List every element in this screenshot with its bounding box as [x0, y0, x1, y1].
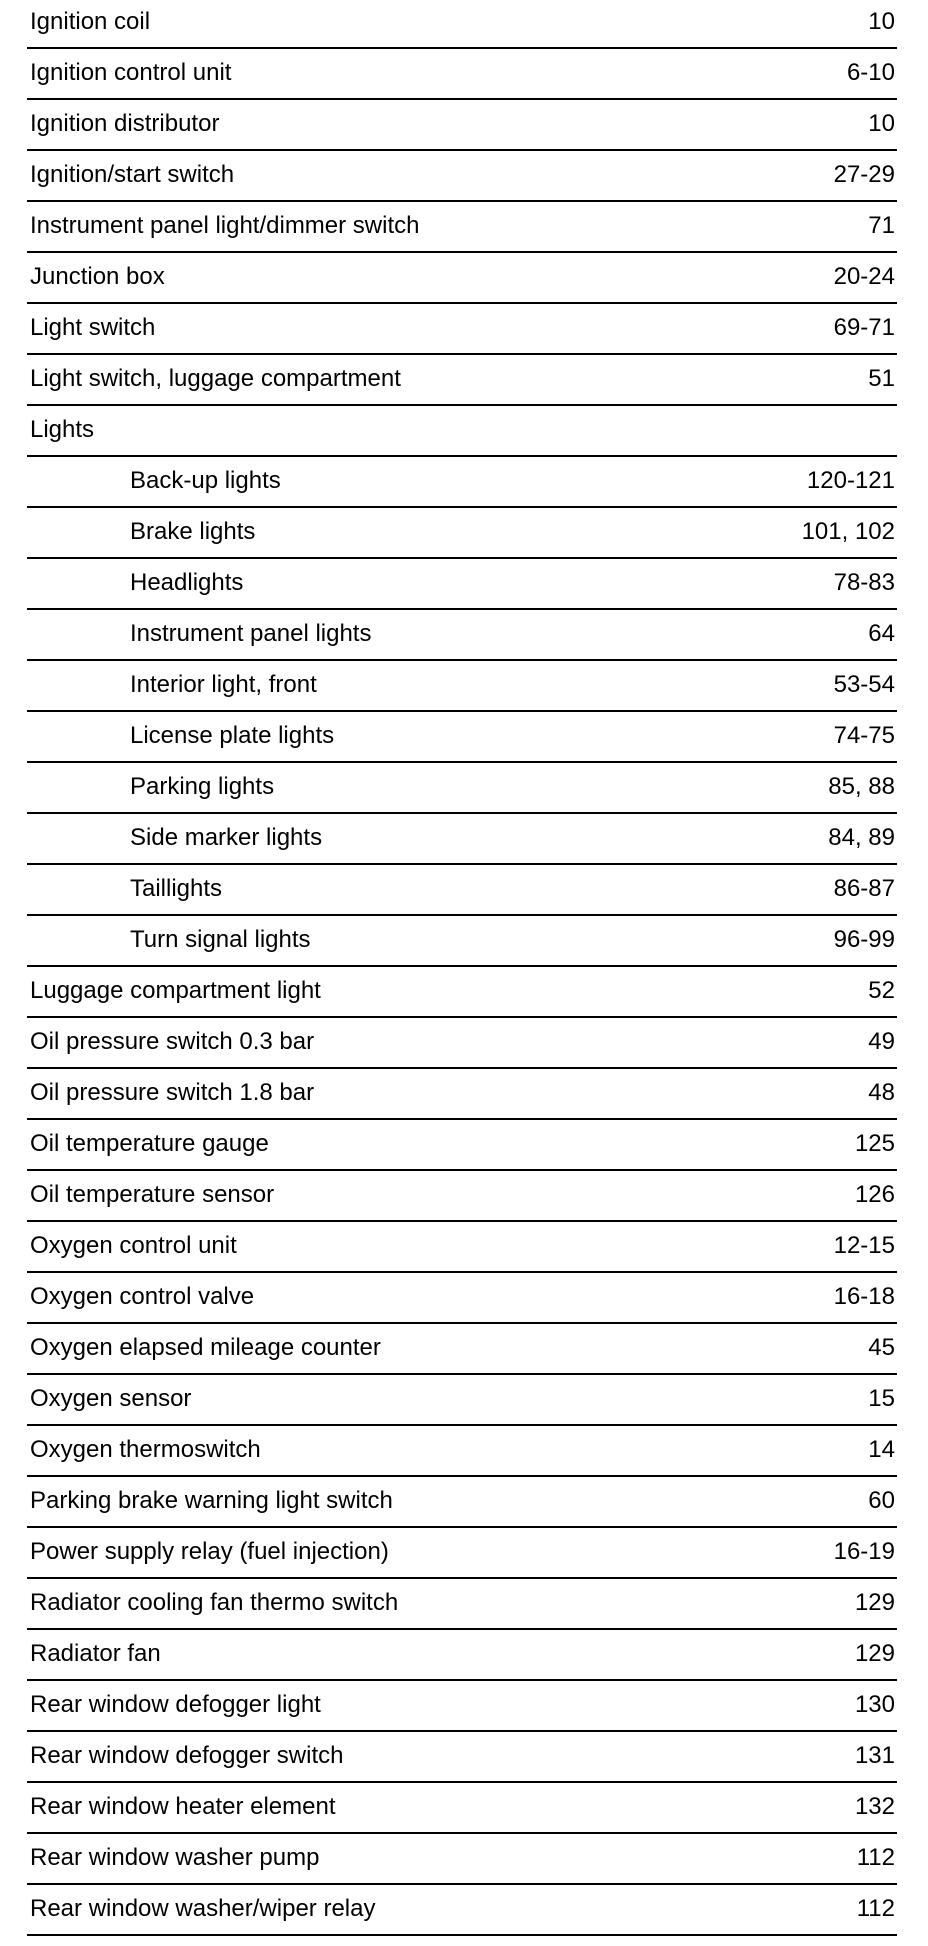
entry-label: Brake lights	[130, 518, 256, 545]
sub-entry-row	[27, 712, 897, 763]
entry-label: Oxygen thermoswitch	[30, 1436, 261, 1463]
entry-label: Side marker lights	[130, 824, 323, 851]
sub-entry-row	[27, 457, 897, 508]
entry-page-ref: 49	[868, 1028, 895, 1055]
entry-row	[27, 1579, 897, 1630]
entry-page-ref: 53-54	[833, 671, 895, 698]
entry-row	[27, 1834, 897, 1885]
entry-row	[27, 1222, 897, 1273]
entry-row	[27, 1069, 897, 1120]
entry-page-ref: 12-15	[833, 1232, 895, 1259]
entry-label: Rear window defogger switch	[30, 1742, 344, 1769]
entry-row	[27, 1426, 897, 1477]
sub-entry-row	[27, 865, 897, 916]
entry-row	[27, 100, 897, 151]
entry-label: Radiator fan	[30, 1640, 161, 1667]
entry-page-ref: 120-121	[806, 467, 895, 494]
entry-label: Oil pressure switch 0.3 bar	[30, 1028, 315, 1055]
entry-label: Oxygen elapsed mileage counter	[30, 1334, 381, 1361]
entry-page-ref: 48	[868, 1079, 895, 1106]
entry-label: Oil temperature gauge	[30, 1130, 269, 1157]
entry-label: Rear window washer/wiper relay	[30, 1895, 376, 1922]
entry-row	[27, 151, 897, 202]
entry-row	[27, 1783, 897, 1834]
entry-label: Luggage compartment light	[30, 977, 321, 1004]
entry-label: Rear window heater element	[30, 1793, 336, 1820]
sub-entry-row	[27, 763, 897, 814]
entry-row	[27, 1528, 897, 1579]
entry-label: Light switch, luggage compartment	[30, 365, 401, 392]
sub-entry-row	[27, 610, 897, 661]
entry-page-ref: 51	[868, 365, 895, 392]
entry-row	[27, 304, 897, 355]
entry-label: Interior light, front	[130, 671, 317, 698]
sub-entry-row	[27, 508, 897, 559]
entry-label: Taillights	[130, 875, 223, 902]
entry-page-ref: 112	[856, 1895, 895, 1922]
entry-label: Power supply relay (fuel injection)	[30, 1538, 389, 1565]
entry-page-ref: 132	[854, 1793, 895, 1820]
entry-page-ref: 125	[854, 1130, 895, 1157]
entry-page-ref: 126	[854, 1181, 895, 1208]
entry-label: Lights	[30, 416, 95, 443]
entry-page-ref: 71	[868, 212, 895, 239]
entry-label: Instrument panel lights	[130, 620, 372, 647]
entry-page-ref: 96-99	[833, 926, 895, 953]
entry-row	[27, 253, 897, 304]
entry-page-ref: 20-24	[833, 263, 895, 290]
entry-row	[27, 1681, 897, 1732]
entry-label: Rear window defogger light	[30, 1691, 321, 1718]
entry-row	[27, 1630, 897, 1681]
entry-row	[27, 1477, 897, 1528]
entry-label: Ignition coil	[30, 8, 151, 35]
entry-page-ref: 131	[854, 1742, 895, 1769]
entry-row	[27, 406, 897, 457]
entry-row	[27, 1171, 897, 1222]
entry-label: Light switch	[30, 314, 156, 341]
entry-label: Oil pressure switch 1.8 bar	[30, 1079, 315, 1106]
entry-page-ref: 52	[868, 977, 895, 1004]
entry-label: Back-up lights	[130, 467, 281, 494]
entry-label: Parking brake warning light switch	[30, 1487, 393, 1514]
entry-label: Junction box	[30, 263, 165, 290]
component-index-table	[27, 0, 897, 1936]
entry-row	[27, 1018, 897, 1069]
entry-page-ref: 60	[868, 1487, 895, 1514]
entry-row	[27, 1885, 897, 1936]
entry-page-ref: 10	[868, 8, 895, 35]
entry-page-ref: 74-75	[833, 722, 895, 749]
entry-page-ref: 64	[868, 620, 895, 647]
entry-page-ref: 15	[868, 1385, 895, 1412]
entry-row	[27, 1375, 897, 1426]
entry-page-ref: 69-71	[833, 314, 895, 341]
sub-entry-row	[27, 916, 897, 967]
entry-page-ref: 45	[868, 1334, 895, 1361]
entry-page-ref: 78-83	[833, 569, 895, 596]
entry-row	[27, 49, 897, 100]
entry-row	[27, 202, 897, 253]
entry-page-ref: 16-18	[833, 1283, 895, 1310]
entry-page-ref: 27-29	[833, 161, 895, 188]
entry-page-ref: 16-19	[833, 1538, 895, 1565]
entry-page-ref: 101, 102	[801, 518, 895, 545]
entry-page-ref: 112	[856, 1844, 895, 1871]
entry-label: Turn signal lights	[130, 926, 311, 953]
entry-label: Oxygen control valve	[30, 1283, 255, 1310]
entry-row	[27, 1324, 897, 1375]
entry-label: Instrument panel light/dimmer switch	[30, 212, 420, 239]
sub-entry-row	[27, 559, 897, 610]
entry-page-ref: 85, 88	[828, 773, 895, 800]
entry-row	[27, 1273, 897, 1324]
entry-page-ref: 6-10	[846, 59, 895, 86]
entry-label: Rear window washer pump	[30, 1844, 320, 1871]
entry-page-ref: 129	[854, 1589, 895, 1616]
entry-label: Oxygen sensor	[30, 1385, 192, 1412]
entry-row	[27, 355, 897, 406]
entry-row	[27, 967, 897, 1018]
entry-label: Headlights	[130, 569, 244, 596]
entry-label: License plate lights	[130, 722, 335, 749]
entry-page-ref: 130	[854, 1691, 895, 1718]
entry-page-ref: 10	[868, 110, 895, 137]
entry-page-ref: 129	[854, 1640, 895, 1667]
entry-label: Ignition distributor	[30, 110, 220, 137]
entry-row	[27, 1732, 897, 1783]
entry-label: Oxygen control unit	[30, 1232, 237, 1259]
entry-page-ref: 86-87	[833, 875, 895, 902]
entry-page-ref: 84, 89	[828, 824, 895, 851]
entry-label: Ignition/start switch	[30, 161, 235, 188]
entry-page-ref: 14	[868, 1436, 895, 1463]
sub-entry-row	[27, 661, 897, 712]
entry-label: Radiator cooling fan thermo switch	[30, 1589, 399, 1616]
entry-row	[27, 1120, 897, 1171]
entry-label: Oil temperature sensor	[30, 1181, 275, 1208]
entry-row	[27, 0, 897, 49]
sub-entry-row	[27, 814, 897, 865]
entry-label: Parking lights	[130, 773, 275, 800]
entry-label: Ignition control unit	[30, 59, 232, 86]
